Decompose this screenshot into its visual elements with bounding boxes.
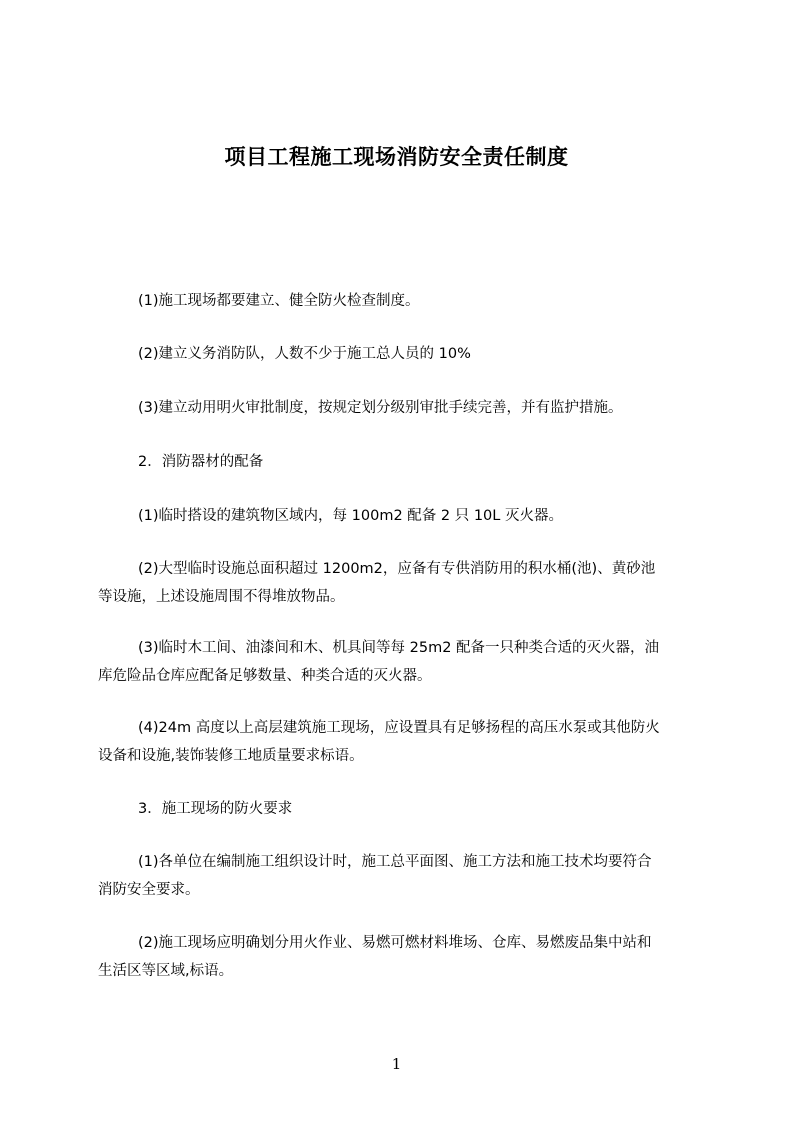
section-heading-fire-equipment: 2．消防器材的配备 <box>138 454 264 470</box>
paragraph-line: 设备和设施,装饰装修工地质量要求标语。 <box>98 748 364 764</box>
page-number: 1 <box>391 1055 402 1073</box>
paragraph-volunteer-fire-team: (2)建立义务消防队，人数不少于施工总人员的 10% <box>138 346 471 362</box>
paragraph-line: 生活区等区域,标语。 <box>98 963 234 979</box>
paragraph-line: (2)大型临时设施总面积超过 1200m2，应备有专供消防用的积水桶(池)、黄砂池 <box>138 561 656 577</box>
paragraph-large-facilities <box>98 555 713 611</box>
document-title: 项目工程施工现场消防安全责任制度 <box>224 145 569 169</box>
paragraph-workshops <box>98 634 713 690</box>
paragraph-high-rise <box>98 714 713 770</box>
paragraph-line: (2)施工现场应明确划分用火作业、易燃可燃材料堆场、仓库、易燃废品集中站和 <box>138 935 652 951</box>
paragraph-line: (4)24m 高度以上高层建筑施工现场，应设置具有足够扬程的高压水泵或其他防火 <box>138 720 660 736</box>
paragraph-line: 等设施，上述设施周围不得堆放物品。 <box>98 589 345 605</box>
paragraph-temporary-buildings: (1)临时搭设的建筑物区域内，每 100m2 配备 2 只 10L 灭火器。 <box>138 508 563 524</box>
section-heading-fire-requirements: 3．施工现场的防火要求 <box>138 801 293 817</box>
paragraph-fire-inspection: (1)施工现场都要建立、健全防火检查制度。 <box>138 293 420 309</box>
paragraph-construction-design <box>98 848 713 904</box>
paragraph-zone-division <box>98 929 713 985</box>
paragraph-line: (1)各单位在编制施工组织设计时，施工总平面图、施工方法和施工技术均要符合 <box>138 854 652 870</box>
paragraph-line: 库危险品仓库应配备足够数量、种类合适的灭火器。 <box>98 668 432 684</box>
paragraph-open-fire-approval: (3)建立动用明火审批制度，按规定划分级别审批手续完善，并有监护措施。 <box>138 400 623 416</box>
paragraph-line: 消防安全要求。 <box>98 882 200 898</box>
paragraph-line: (3)临时木工间、油漆间和木、机具间等每 25m2 配备一只种类合适的灭火器，油 <box>138 640 660 656</box>
